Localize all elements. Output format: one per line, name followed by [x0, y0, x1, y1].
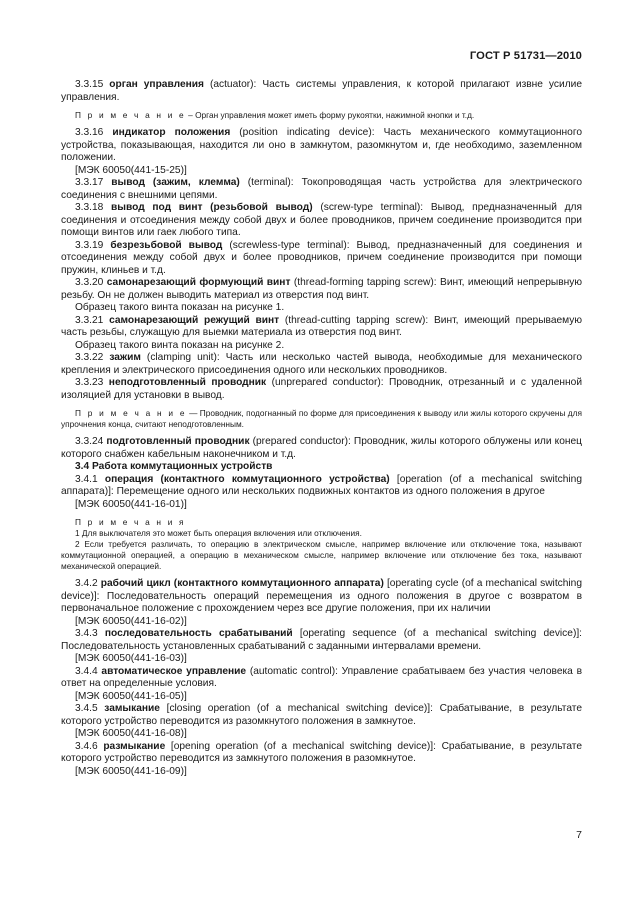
clause-3-3-19: 3.3.19 безрезьбовой вывод (screwless-type terminal): Вывод, предназначенный для соединения и отсоединения между собой двух и более проводников, причем соединение производится при помощи пружин, клиньев и т.д. [61, 239, 583, 276]
reference: [МЭК 60050(441-16-01)] [75, 498, 187, 510]
note-3-3-15: П р и м е ч а н и е – Орган управления может иметь форму рукоятки, нажимной кнопки и т.д. [75, 110, 475, 120]
clause-3-3-21: 3.3.21 самонарезающий режущий винт (thread-cutting tapping screw): Винт, имеющий прерываемую часть резьбы, служащую для выемки материала из отверстия под винт. [61, 314, 582, 338]
clause-3-4-5: 3.4.5 замыкание [closing operation (of a mechanical switching device)]: Срабатывание, в результате которого устройство переводится из разомкнутого положения в замкнутое. [61, 703, 582, 727]
note-item: 2 Если требуется различать, то операцию в электрическом смысле, например включение или отключение тока, называют коммутационной операцией, а операцию в механическом смысле, например включение или отключение без тока, называют механической операцией. [61, 539, 582, 571]
clause-3-4-1: 3.4.1 операция (контактного коммутационного устройства) [operation (of a mechanical switching аппарата)]: Перемещение одного или нескольких подвижных контактов из одного положения в другое [61, 473, 582, 497]
section-title-3-4: 3.4 Работа коммутационных устройств [75, 461, 273, 472]
note-3-3-23: П р и м е ч а н и е — Проводник, подогнанный по форме для присоединения к выводу или жилы которого скручены для упрочнения конца, считают неподготовленным. [61, 408, 582, 429]
clause-3-3-24: 3.3.24 подготовленный проводник (prepared conductor): Проводник, жилы которого облужены или конец которого снабжен кабельным наконечником и т.д. [61, 436, 582, 460]
document-header: ГОСТ Р 51731—2010 [469, 50, 582, 62]
reference: [МЭК 60050(441-16-09)] [75, 765, 187, 777]
clause-3-3-23: 3.3.23 неподготовленный проводник (unprepared conductor): Проводник, отрезанный и с удаленной изоляцией для установки в вывод. [61, 377, 583, 401]
document-body [61, 79, 582, 778]
figure-sample-note: Образец такого винта показан на рисунке 2. [75, 339, 285, 351]
clause-3-3-15: 3.3.15 орган управления (actuator): Часть системы управления, к которой прилагают извне усилие управления. [61, 79, 582, 103]
reference: [МЭК 60050(441-16-08)] [75, 728, 187, 739]
reference: [МЭК 60050(441-15-25)] [75, 164, 187, 176]
clause-3-4-4: 3.4.4 автоматическое управление (automatic control): Управление срабатываем без участия человека в ответ на определенные условия. [61, 665, 582, 689]
notes-label: П р и м е ч а н и я [75, 517, 186, 527]
clause-3-3-22: 3.3.22 зажим (clamping unit): Часть или несколько частей вывода, необходимые для механического крепления и электрического присоединения одного или нескольких проводников. [61, 352, 582, 376]
reference: [МЭК 60050(441-16-02)] [75, 615, 187, 627]
reference: [МЭК 60050(441-16-05)] [75, 690, 187, 702]
clause-3-3-20: 3.3.20 самонарезающий формующий винт (thread-forming tapping screw): Винт, имеющий непрерывную резьбу. Он не должен выводить материал из отверстия под винт. [61, 277, 583, 301]
reference: [МЭК 60050(441-16-03)] [75, 653, 187, 664]
clause-3-3-18: 3.3.18 вывод под винт (резьбовой вывод) (screw-type terminal): Вывод, предназначенный для соединения и отсоединения между собой двух и более проводников, причем соединение производится при помощи винтов или гаек любого типа. [61, 202, 583, 238]
clause-3-4-6: 3.4.6 размыкание [opening operation (of a mechanical switching device)]: Срабатывание, в результате которого устройство переводится из замкнутого положения в разомкнутое. [61, 740, 582, 764]
note-item: 1 Для выключателя это может быть операция включения или отключения. [75, 528, 362, 538]
clause-3-3-16: 3.3.16 индикатор положения (position indicating device): Часть механического коммутационного устройства, показывающая, находится ли оно в замкнутом, разомкнутом и, где необходимо, заземленном положении. [61, 127, 582, 163]
clause-3-4-3: 3.4.3 последовательность срабатываний [operating sequence (of a mechanical switching device)]: Последовательность установленных срабатываний с заданными интервалами времени. [61, 628, 582, 652]
clause-3-4-2: 3.4.2 рабочий цикл (контактного коммутационного аппарата) [operating cycle (of a mechanical switching device)]: Последовательность операций перемещения из одного положения в другое с возвратом в первоначальное положение с прохождением через все другие положения, при их наличии [61, 578, 583, 614]
figure-sample-note: Образец такого винта показан на рисунке 1. [75, 302, 285, 313]
clause-3-3-17: 3.3.17 вывод (зажим, клемма) (terminal): Токопроводящая часть устройства для электрического соединения с внешними цепями. [61, 177, 582, 201]
page-number: 7 [576, 829, 582, 841]
